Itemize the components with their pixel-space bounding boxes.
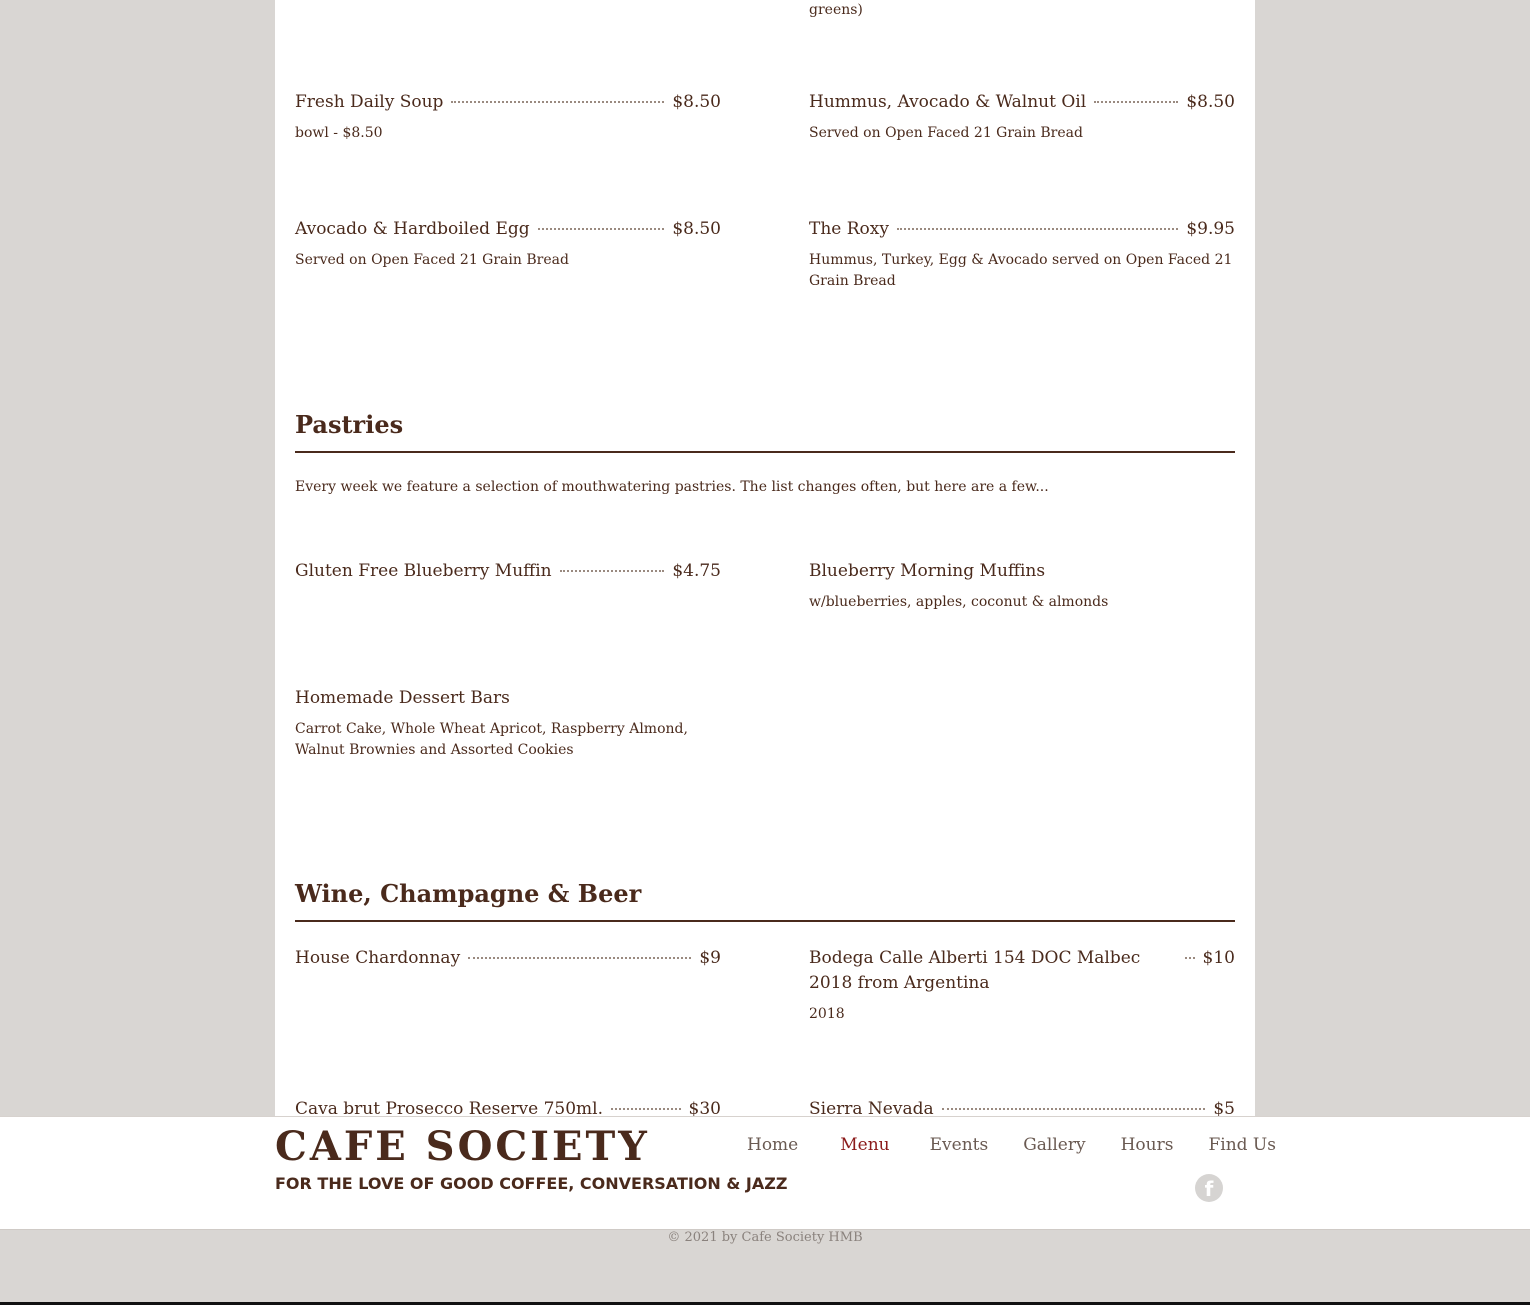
menu-item <box>295 217 721 271</box>
menu-item <box>295 1097 721 1116</box>
dot-leader <box>560 570 665 572</box>
dot-leader <box>897 228 1178 230</box>
menu-item <box>809 90 1235 144</box>
menu-panel <box>275 0 1255 1116</box>
item-price: $8.50 <box>1186 92 1235 112</box>
menu-item <box>295 946 721 971</box>
nav-gallery[interactable]: Gallery <box>1023 1135 1086 1155</box>
section-title-wine: Wine, Champagne & Beer <box>295 879 1235 922</box>
menu-item <box>809 217 1235 292</box>
item-desc: 2018 <box>809 1006 845 1022</box>
item-price: $5 <box>1213 1099 1235 1116</box>
dot-leader <box>611 1108 681 1110</box>
item-price: $8.50 <box>672 219 721 239</box>
dot-leader <box>1185 957 1195 959</box>
item-desc: bowl - $8.50 <box>295 125 383 141</box>
item-price: $30 <box>688 1099 721 1116</box>
site-logo[interactable]: CAFE SOCIETY <box>275 1123 650 1170</box>
item-name: Sierra Nevada <box>809 1099 934 1116</box>
item-name: Avocado & Hardboiled Egg <box>295 219 530 239</box>
item-desc: w/blueberries, apples, coconut & almonds <box>809 594 1109 610</box>
section-title-pastries: Pastries <box>295 410 1235 453</box>
item-name: The Roxy <box>809 219 889 239</box>
menu-item <box>809 1097 1235 1116</box>
facebook-icon[interactable]: f <box>1195 1174 1223 1202</box>
item-price: $4.75 <box>672 561 721 581</box>
site-footer <box>0 1116 1530 1230</box>
item-name: Gluten Free Blueberry Muffin <box>295 561 552 581</box>
section-intro-pastries: Every week we feature a selection of mouthwatering pastries. The list changes often, but here are a few... <box>295 479 1049 495</box>
nav-find-us[interactable]: Find Us <box>1208 1135 1276 1155</box>
item-name: Bodega Calle Alberti 154 DOC Malbec 2018 from Argentina <box>809 948 1141 993</box>
menu-item <box>295 559 721 584</box>
menu-item <box>295 686 721 761</box>
dot-leader <box>942 1108 1206 1110</box>
item-name: House Chardonnay <box>295 948 461 968</box>
item-desc: Served on Open Faced 21 Grain Bread <box>295 252 569 268</box>
item-name: Hummus, Avocado & Walnut Oil <box>809 92 1087 112</box>
nav-home[interactable]: Home <box>747 1135 799 1155</box>
item-name: Fresh Daily Soup <box>295 92 444 112</box>
item-name: Homemade Dessert Bars <box>295 688 510 708</box>
item-price: $8.50 <box>672 92 721 112</box>
nav-hours[interactable]: Hours <box>1120 1135 1174 1155</box>
copyright-text: © 2021 by Cafe Society HMB <box>667 1230 863 1245</box>
item-price: $9.95 <box>1186 219 1235 239</box>
menu-item <box>295 90 721 144</box>
nav-events[interactable]: Events <box>929 1135 989 1155</box>
site-tagline: FOR THE LOVE OF GOOD COFFEE, CONVERSATION & JAZZ <box>275 1174 788 1193</box>
item-desc-fragment: greens) <box>809 2 863 18</box>
dot-leader <box>468 957 691 959</box>
dot-leader <box>538 228 665 230</box>
dot-leader <box>451 101 664 103</box>
item-name: Cava brut Prosecco Reserve 750ml. <box>295 1099 603 1116</box>
menu-item <box>809 946 1235 1025</box>
item-desc: Hummus, Turkey, Egg & Avocado served on Open Faced 21 Grain Bread <box>809 252 1233 289</box>
menu-item <box>809 559 1235 613</box>
dot-leader <box>1094 101 1178 103</box>
item-name: Blueberry Morning Muffins <box>809 561 1046 581</box>
main-nav <box>730 1135 1276 1155</box>
item-price: $9 <box>699 948 721 968</box>
item-price: $10 <box>1202 948 1235 968</box>
item-desc: Carrot Cake, Whole Wheat Apricot, Raspberry Almond, Walnut Brownies and Assorted Cookies <box>295 721 688 758</box>
item-desc: Served on Open Faced 21 Grain Bread <box>809 125 1083 141</box>
nav-menu[interactable]: Menu <box>840 1135 890 1155</box>
